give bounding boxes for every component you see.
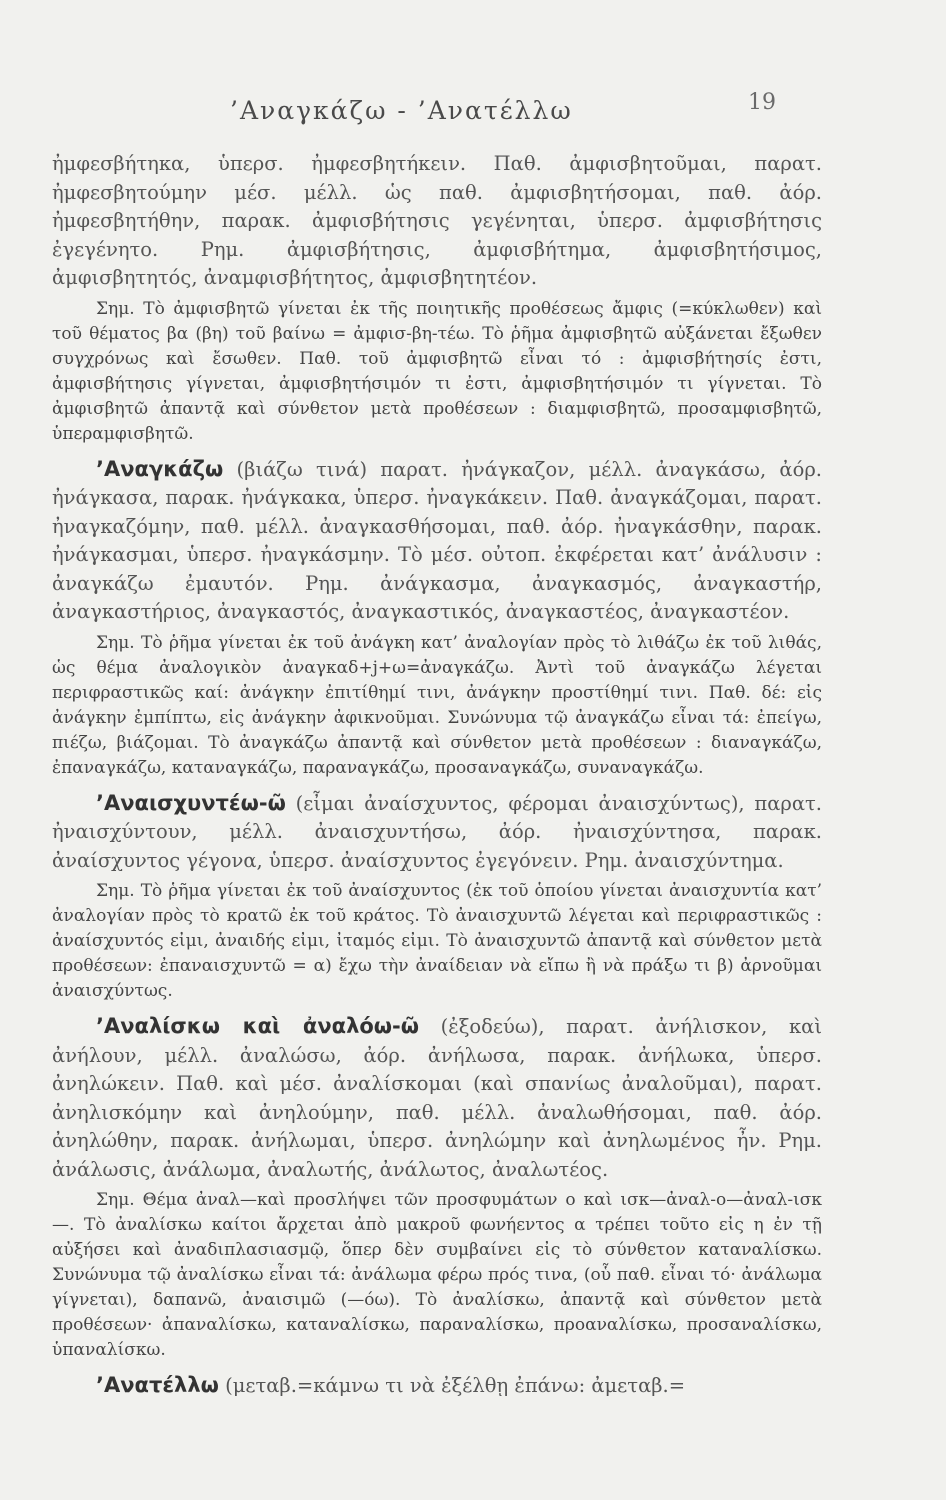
entry-text: (βιάζω τινά) παρατ. ἠνάγκαζον, μέλλ. ἀναγκάσω, ἀόρ. ἠνάγκασα, παρακ. ἠνάγκακα, ὑπερσ. ἠναγκάκειν. Παθ. ἀναγκάζομαι, παρατ. ἠναγκαζόμην, παθ. μέλλ. ἀναγκασθήσομαι, παθ. ἀόρ. ἠναγκάσθην, παρακ. ἠνάγκασμαι, ὑπερσ. ἠναγκάσμην. Τὸ μέσ. οὐτοπ. ἐκφέρεται κατ’ ἀνάλυσιν : ἀναγκάζω ἐμαυτόν. Ρημ. ἀνάγκασμα, ἀναγκασμός, ἀναγκαστήρ, ἀναγκαστήριος, ἀναγκαστός, ἀναγκαστικός, ἀναγκαστέος, ἀναγκαστέον. xyxy=(52,457,822,623)
page-header xyxy=(0,90,946,136)
entry-amfisvito-continuation xyxy=(52,150,822,447)
entry-note: Σημ. Τὸ ἀμφισβητῶ γίνεται ἐκ τῆς ποιητικῆς προθέσεως ἄμφις (=κύκλωθεν) καὶ τοῦ θέματος βα (βη) τοῦ βαίνω = ἀμφισ-βη-τέω. Τὸ ῥῆμα ἀμφισβητῶ αὐξάνεται ἔξωθεν συγχρόνως καὶ ἔσωθεν. Παθ. τοῦ ἀμφισβητῶ εἶναι τό : ἀμφισβήτησίς ἐστι, ἀμφισβήτησις γίγνεται, ἀμφισβητήσιμόν τι ἐστι, ἀμφισβητήσιμόν τι γίγνεται. Τὸ ἀμφισβητῶ ἀπαντᾷ καὶ σύνθετον μετὰ προθέσεων : διαμφισβητῶ, προσαμφισβητῶ, ὑπεραμφισβητῶ. xyxy=(52,298,822,444)
entry-anagkazo xyxy=(52,455,822,781)
headword: ’Αναγκάζω xyxy=(96,456,224,481)
page-number: 19 xyxy=(748,90,776,115)
page-body xyxy=(52,150,822,1409)
entry-note: Σημ. Θέμα ἀναλ—καὶ προσλήψει τῶν προσφυμάτων ο καὶ ισκ—ἀναλ-ο—ἀναλ-ισκ—. Τὸ ἀναλίσκω καίτοι ἄρχεται ἀπὸ μακροῦ φωνήεντος α τρέπει τοῦτο εἰς η ἐν τῇ αὐξήσει καὶ ἀναδιπλασιασμῷ, ὅπερ δὲν συμβαίνει εἰς τὸ σύνθετον καταναλίσκω. Συνώνυμα τῷ ἀναλίσκω εἶναι τά: ἀνάλωμα φέρω πρός τινα, (οὗ παθ. εἶναι τό· ἀνάλωμα γίγνεται), δαπανῶ, ἀναισιμῶ (—όω). Τὸ ἀναλίσκω, ἀπαντᾷ καὶ σύνθετον μετὰ προθέσεων· ἀπαναλίσκω, καταναλίσκω, παραναλίσκω, προαναλίσκω, προσαναλίσκω, ὑπαναλίσκω. xyxy=(52,1190,822,1360)
entry-note: Σημ. Τὸ ῥῆμα γίνεται ἐκ τοῦ ἀνάγκη κατ’ ἀναλογίαν πρὸς τὸ λιθάζω ἐκ τοῦ λιθάς, ὡς θέμα ἀναλογικὸν ἀναγκαδ+j+ω=ἀναγκάζω. Ἀντὶ τοῦ ἀναγκάζω λέγεται περιφραστικῶς καί: ἀνάγκην ἐπιτίθημί τινι, ἀνάγκην προστίθημί τινι. Παθ. δέ: εἰς ἀνάγκην ἐμπίπτω, εἰς ἀνάγκην ἀφικνοῦμαι. Συνώνυμα τῷ ἀναγκάζω εἶναι τά: ἐπείγω, πιέζω, βιάζομαι. Τὸ ἀναγκάζω ἀπαντᾷ καὶ σύνθετον μετὰ προθέσεων : διαναγκάζω, ἐπαναγκάζω, καταναγκάζω, παραναγκάζω, προσαναγκάζω, συναναγκάζω. xyxy=(52,632,822,778)
running-head: ’Αναγκάζω - ’Ανατέλλω xyxy=(230,96,573,125)
entry-body xyxy=(52,789,822,876)
entry-anatello xyxy=(52,1371,822,1401)
entry-body xyxy=(52,455,822,627)
entry-analisko xyxy=(52,1012,822,1363)
entry-anaischynteo xyxy=(52,789,822,1005)
entry-note: Σημ. Τὸ ῥῆμα γίνεται ἐκ τοῦ ἀναίσχυντος (ἐκ τοῦ ὁποίου γίνεται ἀναισχυντία κατ’ ἀναλογίαν πρὸς τὸ κρατῶ ἐκ τοῦ κράτος. Τὸ ἀναισχυντῶ λέγεται καὶ περιφραστικῶς : ἀναίσχυντός εἰμι, ἀναιδής εἰμι, ἰταμός εἰμι. Τὸ ἀναισχυντῶ ἀπαντᾷ καὶ σύνθετον μετὰ προθέσεων: ἐπαναισχυντῶ = α) ἔχω τὴν ἀναίδειαν νὰ εἴπω ἢ νὰ πράξω τι β) ἀρνοῦμαι ἀναισχύντως. xyxy=(52,881,822,1001)
headword: ’Αναλίσκω καὶ ἀναλόω-ῶ xyxy=(96,1014,420,1038)
headword: ’Αναισχυντέω-ῶ xyxy=(96,790,286,815)
headword: ’Ανατέλλω xyxy=(96,1373,219,1397)
entry-body xyxy=(52,1371,822,1401)
entry-text: ἠμφεσβήτηκα, ὑπερσ. ἠμφεσβητήκειν. Παθ. ἀμφισβητοῦμαι, παρατ. ἠμφεσβητούμην μέσ. μέλλ. ὡς παθ. ἀμφισβητήσομαι, παθ. ἀόρ. ἠμφεσβητήθην, παρακ. ἀμφισβήτησις γεγένηται, ὑπερσ. ἀμφισβήτησις ἐγεγένητο. Ρημ. ἀμφισβήτησις, ἀμφισβήτημα, ἀμφισβητήσιμος, ἀμφισβητητός, ἀναμφισβήτητος, ἀμφισβητητέον. xyxy=(52,152,822,289)
entry-text: (εἶμαι ἀναίσχυντος, φέρομαι ἀναισχύντως), παρατ. ἠναισχύντουν, μέλλ. ἀναισχυντήσω, ἀόρ. ἠναισχύντησα, παρακ. ἀναίσχυντος γέγονα, ὑπερσ. ἀναίσχυντος ἐγεγόνειν. Ρημ. ἀναισχύντημα. xyxy=(52,791,822,872)
entry-text: (ἐξοδεύω), παρατ. ἀνήλισκον, καὶ ἀνήλουν, μέλλ. ἀναλώσω, ἀόρ. ἀνήλωσα, παρακ. ἀνήλωκα, ὑπερσ. ἀνηλώκειν. Παθ. καὶ μέσ. ἀναλίσκομαι (καὶ σπανίως ἀναλοῦμαι), παρατ. ἀνηλισκόμην καὶ ἀνηλούμην, παθ. μέλλ. ἀναλωθήσομαι, παθ. ἀόρ. ἀνηλώθην, παρακ. ἀνήλωμαι, ὑπερσ. ἀνηλώμην καὶ ἀνηλωμένος ἦν. Ρημ. ἀνάλωσις, ἀνάλωμα, ἀναλωτής, ἀνάλωτος, ἀναλωτέος. xyxy=(52,1015,822,1181)
entry-body xyxy=(52,1012,822,1184)
entry-text: (μεταβ.=κάμνω τι νὰ ἐξέλθῃ ἐπάνω: ἀμεταβ.= xyxy=(218,1374,686,1397)
